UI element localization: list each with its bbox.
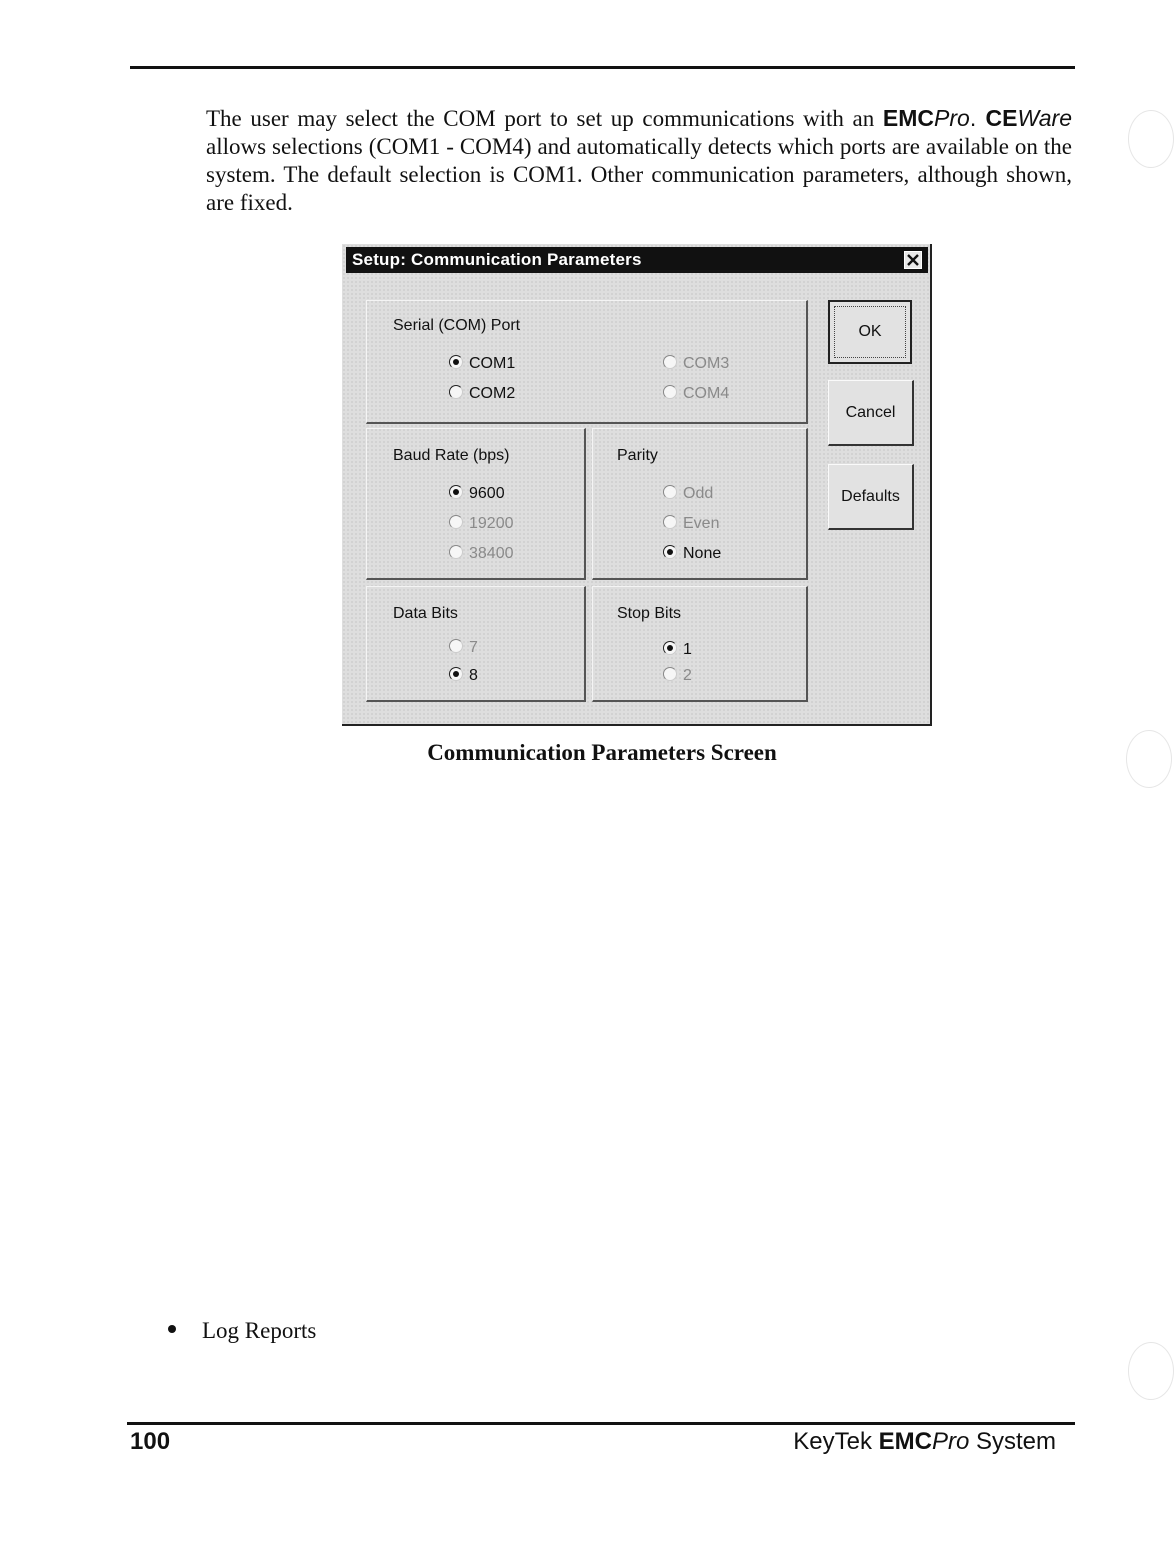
data-bits-label: Data Bits — [393, 605, 458, 622]
bullet-log-reports: Log Reports — [168, 1318, 316, 1344]
baud-rate-group — [366, 428, 586, 580]
intro-text-1: The user may select the COM port to set up communications with an — [206, 106, 883, 131]
intro-sep: . — [969, 105, 986, 131]
parity-group — [592, 428, 808, 580]
footer-rule — [127, 1422, 1075, 1425]
page-number: 100 — [130, 1428, 171, 1455]
data-bits-group — [366, 586, 586, 702]
radio-data-bits-7[interactable]: 7 — [449, 639, 478, 657]
dialog-titlebar[interactable] — [346, 247, 928, 273]
focus-rect — [834, 306, 906, 358]
communication-parameters-dialog — [342, 244, 932, 726]
footer-title: KeyTek EMCPro System — [793, 1428, 1056, 1455]
cancel-button[interactable]: Cancel — [828, 380, 914, 446]
brand-emc: EMC — [882, 105, 935, 131]
radio-parity-odd[interactable]: Odd — [663, 485, 713, 503]
stop-bits-group — [592, 586, 808, 702]
radio-stop-bits-2[interactable]: 2 — [663, 667, 692, 685]
radio-data-bits-8[interactable]: 8 — [449, 667, 478, 685]
serial-port-group — [366, 300, 808, 424]
radio-com1[interactable]: COM1 — [449, 355, 515, 373]
brand-pro: Pro — [934, 105, 970, 131]
baud-rate-label: Baud Rate (bps) — [393, 447, 510, 464]
intro-paragraph — [206, 104, 1072, 217]
radio-parity-even[interactable]: Even — [663, 515, 719, 533]
radio-parity-none[interactable]: None — [663, 545, 721, 563]
intro-text-2: allows selections (COM1 - COM4) and automatically detects which ports are available on the system. The default selection is COM1. Other communication parameters, although shown, are fixed. — [206, 134, 1072, 215]
stop-bits-label: Stop Bits — [617, 605, 682, 622]
punch-hole — [1126, 730, 1172, 788]
header-rule — [130, 66, 1075, 69]
radio-stop-bits-1[interactable]: 1 — [663, 641, 692, 659]
bullet-icon — [168, 1325, 176, 1333]
dialog-title: Setup: Communication Parameters — [352, 250, 642, 269]
figure-caption: Communication Parameters Screen — [427, 740, 777, 765]
brand-ce: CE — [985, 105, 1018, 131]
radio-com3[interactable]: COM3 — [663, 355, 729, 373]
radio-baud-38400[interactable]: 38400 — [449, 545, 514, 563]
parity-label: Parity — [617, 447, 658, 464]
close-icon — [907, 254, 919, 266]
radio-baud-19200[interactable]: 19200 — [449, 515, 514, 533]
punch-hole — [1128, 1342, 1174, 1400]
radio-com4[interactable]: COM4 — [663, 385, 729, 403]
serial-port-label: Serial (COM) Port — [393, 317, 521, 334]
close-button[interactable] — [904, 251, 922, 269]
radio-baud-9600[interactable]: 9600 — [449, 485, 505, 503]
punch-hole — [1128, 110, 1174, 168]
radio-com2[interactable]: COM2 — [449, 385, 515, 403]
defaults-button[interactable]: Defaults — [828, 464, 914, 530]
brand-ware: Ware — [1017, 105, 1072, 131]
ok-button[interactable]: OK — [828, 300, 912, 364]
